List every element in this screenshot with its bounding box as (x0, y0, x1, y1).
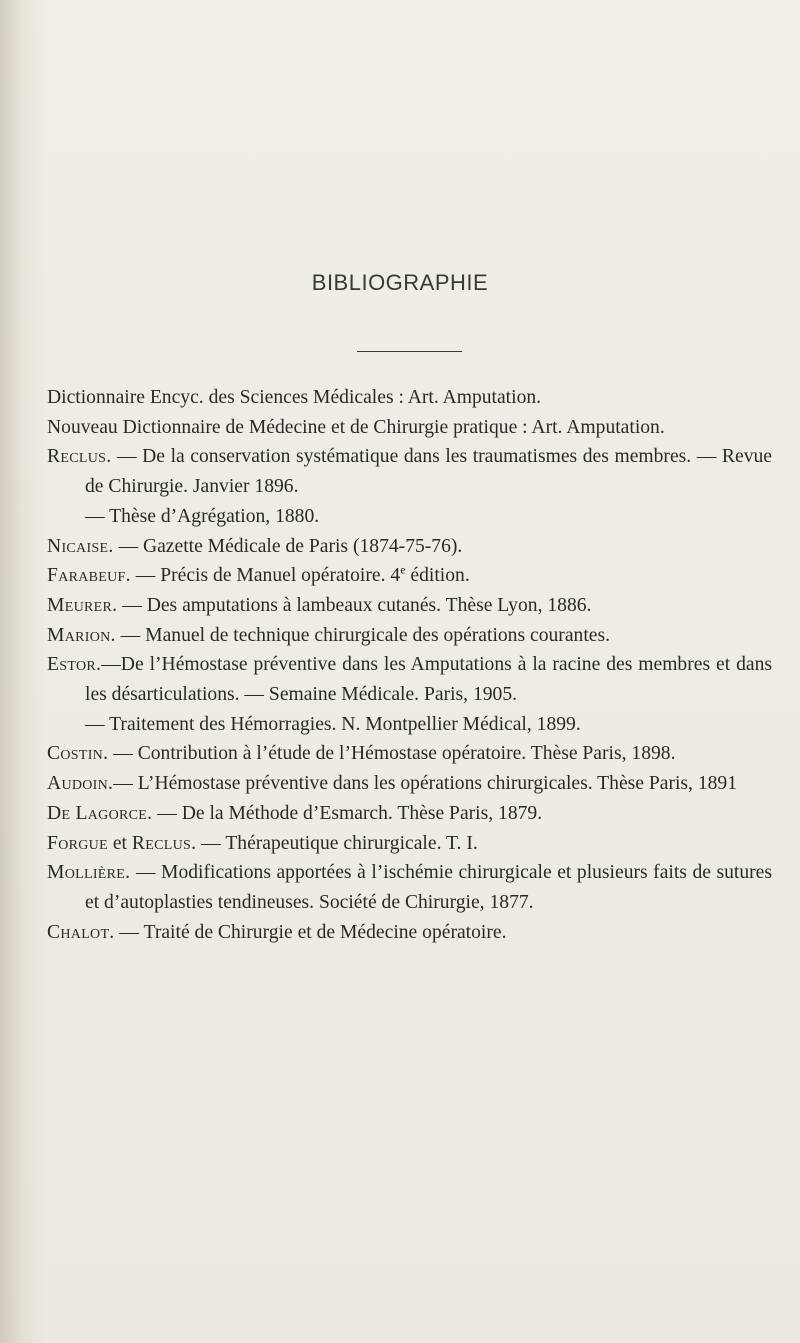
entry-text: — De la Méthode d’Esmarch. Thèse Paris, 1879. (157, 802, 543, 824)
entry-author-second: Reclus. (131, 832, 197, 854)
entry-text: et (112, 832, 132, 854)
bib-entry (47, 769, 772, 799)
entry-text: — Contribution à l’étude de l’Hémostase opératoire. Thèse Paris, 1898. (113, 743, 676, 765)
bib-entry (47, 502, 772, 532)
entry-author: Chalot. (47, 921, 115, 943)
bib-entry (47, 918, 772, 948)
entry-text: — Des amputations à lambeaux cutanés. Thèse Lyon, 1886. (122, 594, 592, 616)
entry-author: De Lagorce. (47, 802, 153, 824)
entry-text-tail: — Thérapeutique chirurgicale. T. I. (196, 832, 478, 854)
entry-text: Nouveau Dictionnaire de Médecine et de Chirurgie pratique : Art. Amputation. (47, 416, 665, 438)
entry-text: — Traitement des Hémorragies. N. Montpellier Médical, 1899. (85, 713, 581, 735)
bib-entry (47, 858, 772, 917)
entry-text: — Manuel de technique chirurgicale des opérations courantes. (120, 624, 610, 646)
bibliography-list (47, 383, 772, 947)
entry-text: — Traité de Chirurgie et de Médecine opératoire. (119, 921, 507, 943)
entry-author: Estor. (47, 654, 102, 676)
entry-text: — Précis de Manuel opératoire. 4 (135, 565, 401, 587)
bib-entry (47, 591, 772, 621)
bib-entry (47, 561, 772, 591)
entry-text-tail: édition. (405, 565, 470, 587)
bib-entry (47, 799, 772, 829)
entry-author: Mollière. (47, 862, 131, 884)
bib-entry (47, 650, 772, 709)
page-title: BIBLIOGRAPHIE (311, 270, 489, 295)
entry-author: Meurer. (47, 594, 118, 616)
bib-entry (47, 413, 772, 443)
bib-entry (47, 621, 772, 651)
bib-entry (47, 829, 772, 859)
bib-entry (47, 710, 772, 740)
entry-text: — L’Hémostase préventive dans les opérations chirurgicales. Thèse Paris, 1891 (113, 773, 738, 795)
entry-text: Dictionnaire Encyc. des Sciences Médicales : Art. Amputation. (47, 387, 542, 408)
entry-author: Audoin. (47, 773, 114, 795)
entry-author: Costin. (47, 743, 109, 765)
title-rule (357, 351, 462, 352)
entry-text: — Modifications apportées à l’ischémie chirurgicale et plusieurs faits de sutures et d’autoplasties tendineuses. Société de Chirurgie, 1877. (85, 862, 772, 913)
bib-entry (47, 532, 772, 562)
superscript: e (400, 562, 406, 577)
entry-author: Farabeuf. (47, 565, 131, 587)
entry-author: Reclus. (47, 446, 112, 468)
bib-entry (47, 739, 772, 769)
bib-entry (47, 442, 772, 501)
entry-author: Nicaise. (47, 535, 114, 557)
entry-text: — De la conservation systématique dans les traumatismes des membres. — Revue de Chirurgie. Janvier 1896. (85, 446, 772, 498)
entry-author: Forgue (47, 832, 108, 854)
bib-entry (47, 383, 772, 413)
entry-text: — Thèse d’Agrégation, 1880. (85, 505, 320, 527)
entry-text: — Gazette Médicale de Paris (1874-75-76). (118, 535, 463, 557)
entry-text: —De l’Hémostase préventive dans les Amputations à la racine des membres et dans les désarticulations. — Semaine Médicale. Paris, 1905. (85, 654, 772, 706)
entry-author: Marion. (47, 624, 116, 646)
